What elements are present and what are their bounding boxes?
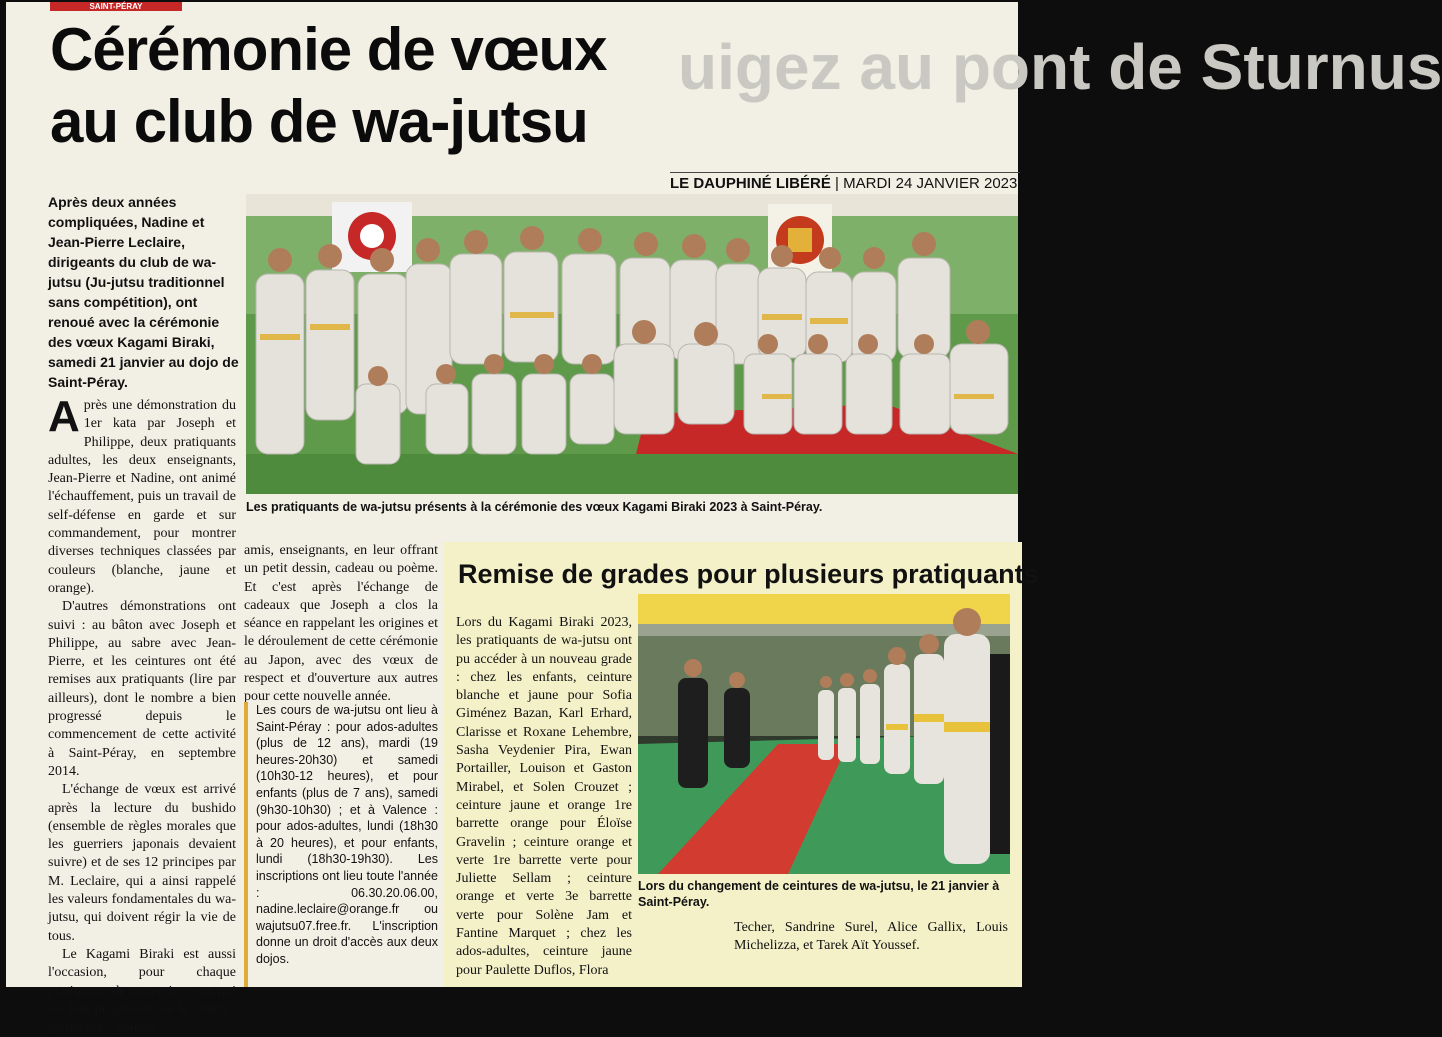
sidebar-text-b: Techer, Sandrine Surel, Alice Gallix, Louis Michelizza, et Tarek Aït Youssef. [734,920,1008,954]
belt-ceremony-photo [638,594,1010,874]
section-label-bar [50,2,182,11]
article-column-2 [244,542,438,707]
sidebar-text-a: Lors du Kagami Biraki 2023, les pratiquants de wa-jutsu ont pu accéder à un nouveau grade : chez les enfants, ceinture blanche et jaune pour Sofia Giménez Bazan, Karl Erhard, Clarisse et Roxane Lehembre, Sasha Veydenier Pira, Ewan Portailler, Louison et Gaston Mirabel, et Solen Crouzet ; ceinture jaune et orange 1re barrette orange pour Éloïse Gravelin ; ceinture orange et verte 1re barrette verte pour Juliette Sellam ; ceinture orange et verte 3e barrette verte pour Solène Jam et Fantine Marquet ; chez les ados-adultes, ceinture jaune pour Paulette Duflos, Flora [456,615,632,978]
group-photo [246,194,1018,494]
body-paragraph-2: D'autres démonstrations ont suivi : au bâton avec Joseph et Philippe, au sabre avec Jean-Pierre, et les ceintures ont été remises aux pratiquants (lire par ailleurs), dont le nombre a bien progressé depuis le commencement de cette activité à Saint-Péray, en septembre 2014. [48,599,236,779]
section-label: SAINT-PÉRAY [89,2,143,11]
practical-info-box: Les cours de wa-jutsu ont lieu à Saint-Péray : pour ados-adultes (plus de 12 ans), mardi (19 heures-20h30) et samedi (10h30-12 heures), et pour enfants (plus de 7 ans), samedi (9h30-10h30) ; et à Valence : pour ados-adultes, lundi (18h30 à 20 heures), et pour enfants, lundi (18h30-19h30). Les inscriptions ont lieu toute l'année : 06.30.20.06.00, nadine.leclaire@orange.fr ou wajutsu07.free.fr. L'inscription donne un droit d'accès aux deux dojos. [244,702,438,987]
body-paragraph-1: Après une démonstration du 1er kata par Joseph et Philippe, deux pratiquants adultes, les deux enseignants, Jean-Pierre et Nadine, ont animé l'échauffement, puis un travail de self-défense en garde et sur commandement, pour montrer diverses techniques classées par couleurs (blanche, jaune et orange). [48,392,236,596]
article-lead: Après deux années compliquées, Nadine et Jean-Pierre Leclaire, dirigeants du club de wa-jutsu (Ju-jutsu traditionnel sans compétition), ont renoué avec la cérémonie des vœux Kagami Biraki, samedi 21 janvier au dojo de Saint-Péray. [48,194,239,390]
headline [50,14,690,158]
body-paragraph-3: L'échange de vœux est arrivé après la lecture du bushido (ensemble de règles morales que les guerriers japonais devaient suivre) et de ses 12 principes par M. Leclaire, qui a ainsi rappelé les valeurs fondamentales du wa-jutsu, qui doivent régir la vie de tous. [48,782,236,944]
sidebar-column-1 [456,614,632,980]
headline-line-2: au club de wa-jutsu [50,88,588,155]
sidebar-column-2 [734,919,1008,956]
masthead-separator: | [835,175,839,192]
belt-photo-caption: Lors du changement de ceintures de wa-jutsu, le 21 janvier à Saint-Péray. [638,879,1000,909]
headline-line-1: Cérémonie de vœux [50,16,607,83]
newspaper-name: LE DAUPHINÉ LIBÉRÉ [670,175,831,192]
group-photo-caption: Les pratiquants de wa-jutsu présents à la cérémonie des vœux Kagami Biraki 2023 à Saint-Péray. [246,500,823,514]
sidebar-title: Remise de grades pour plusieurs pratiquants [458,559,1039,589]
dropcap: A [48,392,80,441]
publication-date: MARDI 24 JANVIER 2023 [843,175,1018,192]
article-column-1 [48,392,236,1037]
masthead [670,172,1020,195]
body-paragraph-4: Le Kagami Biraki est aussi l'occasion, pour chaque pratiquant, de remercier ceux qui les font progresser sur le tatami : partenaires, parents, [48,946,236,1036]
body-paragraph-5: amis, enseignants, en leur offrant un petit dessin, cadeau ou poème. Et c'est après l'échange de cadeaux que Joseph a clos la séance en rappelant les origines et le déroulement de cette cérémonie au Japon, avec des vœux de respect et d'ouverture aux autres pour cette nouvelle année. [244,543,438,705]
neighbor-article-fragment: uigez au pont de Sturnus [678,31,1442,103]
newspaper-page [6,2,1442,1036]
